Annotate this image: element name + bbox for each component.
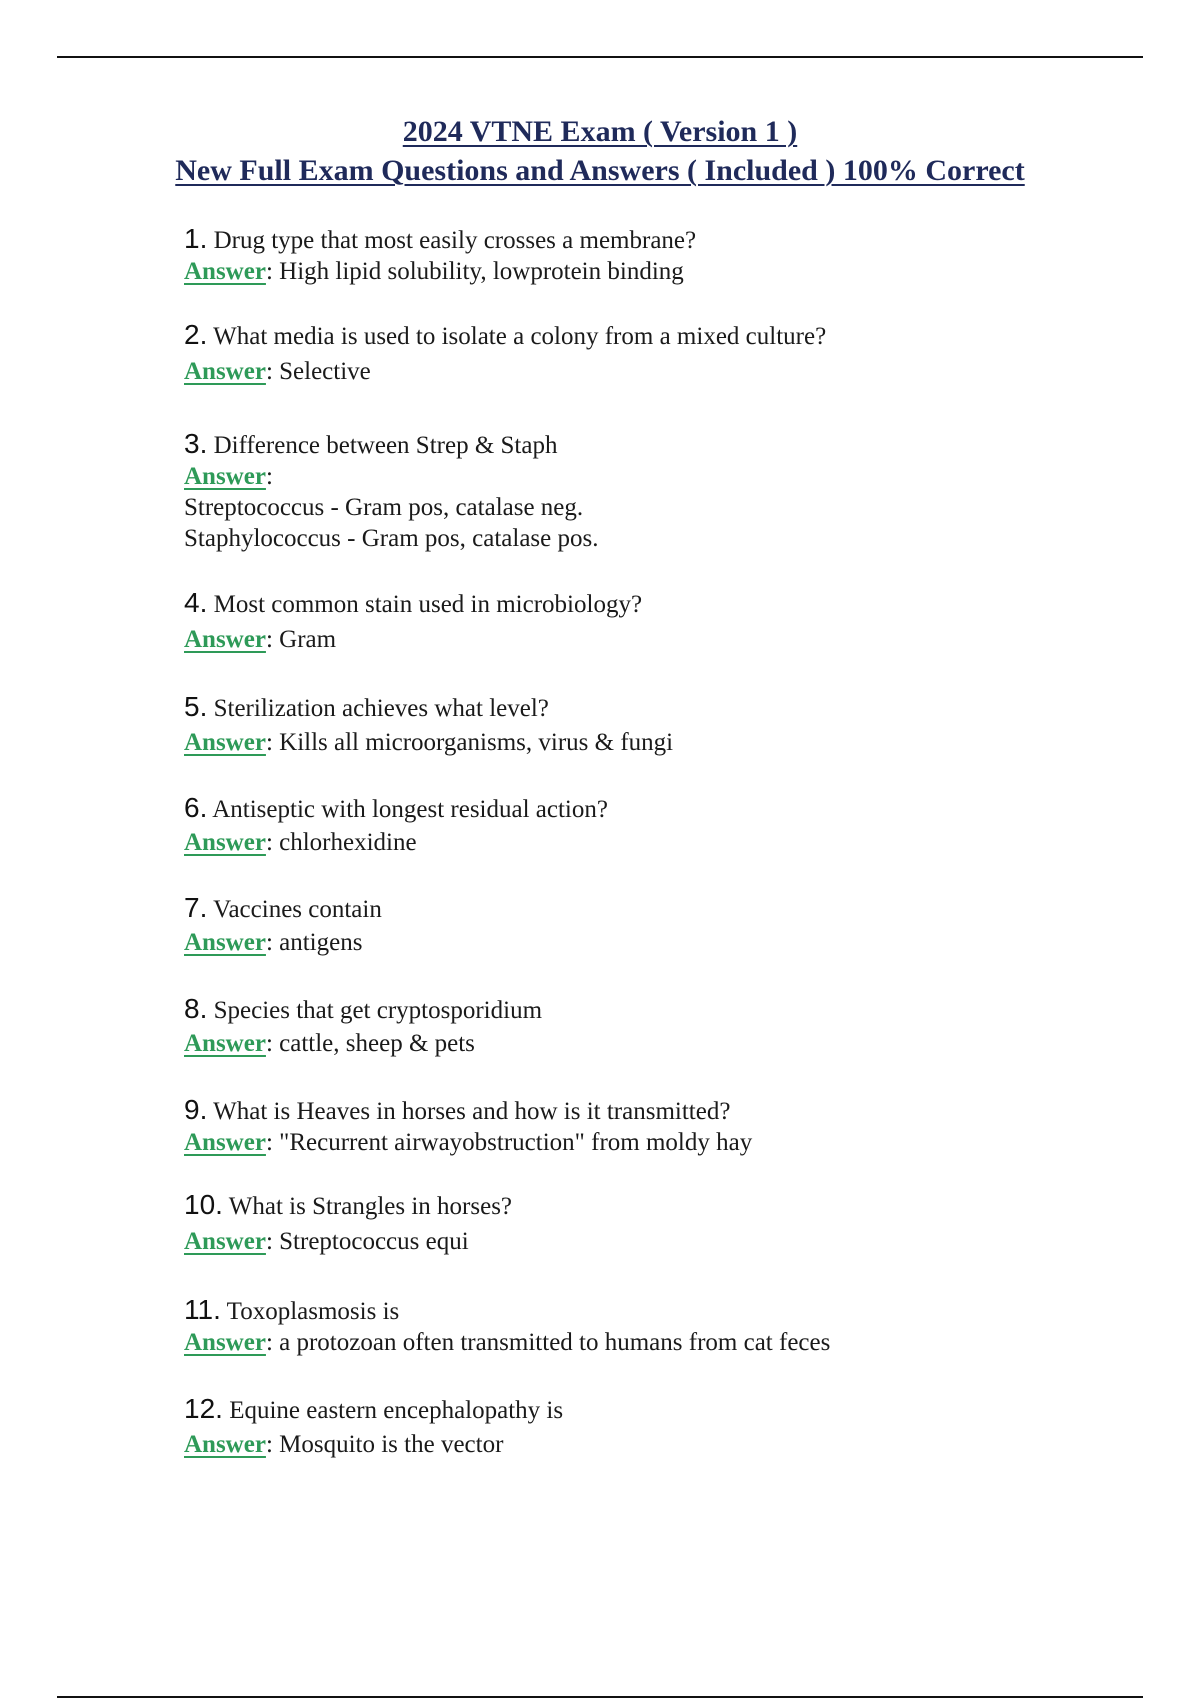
answer-label: Answer	[184, 1228, 266, 1255]
question-6: 6. Antiseptic with longest residual action?	[184, 792, 608, 823]
question-5: 5. Sterilization achieves what level?	[184, 691, 549, 722]
question-3: 3. Difference between Strep & Staph	[184, 428, 558, 459]
question-7: 7. Vaccines contain	[184, 892, 382, 923]
answer-label: Answer	[184, 1329, 266, 1356]
answer-label: Answer	[184, 1431, 266, 1458]
question-8: 8. Species that get cryptosporidium	[184, 993, 543, 1024]
answer-3: Answer:	[184, 463, 273, 490]
qa-item-4	[184, 588, 1144, 655]
qa-item-7	[184, 893, 1144, 958]
answer-label: Answer	[184, 258, 266, 285]
answer-10: Answer: Streptococcus equi	[184, 1228, 469, 1255]
answer-label: Answer	[184, 829, 266, 856]
title-line-1: 2024 VTNE Exam ( Version 1 )	[402, 115, 798, 148]
question-11: 11. Toxoplasmosis is	[184, 1294, 400, 1325]
answer-3-line-2: Staphylococcus - Gram pos, catalase pos.	[184, 525, 599, 552]
answer-3-line-1: Streptococcus - Gram pos, catalase neg.	[184, 494, 584, 521]
question-4: 4. Most common stain used in microbiology?	[184, 587, 643, 618]
question-10: 10. What is Strangles in horses?	[184, 1189, 513, 1220]
answer-label: Answer	[184, 929, 266, 956]
qa-item-9	[184, 1095, 1144, 1158]
answer-label: Answer	[184, 729, 266, 756]
qa-item-10	[184, 1190, 1144, 1257]
answer-8: Answer: cattle, sheep & pets	[184, 1030, 475, 1057]
question-12: 12. Equine eastern encephalopathy is	[184, 1393, 564, 1424]
answer-4: Answer: Gram	[184, 626, 337, 653]
answer-12: Answer: Mosquito is the vector	[184, 1431, 504, 1458]
document-title	[0, 112, 1200, 190]
question-2: 2. What media is used to isolate a colony from a mixed culture?	[184, 319, 827, 350]
answer-label: Answer	[184, 358, 266, 385]
answer-label: Answer	[184, 463, 266, 490]
qa-item-11	[184, 1295, 1144, 1358]
qa-item-3	[184, 429, 1144, 554]
answer-label: Answer	[184, 1129, 266, 1156]
answer-1: Answer: High lipid solubility, lowprotein binding	[184, 258, 684, 285]
title-line-2: New Full Exam Questions and Answers ( Included ) 100% Correct	[175, 154, 1025, 187]
answer-label: Answer	[184, 1030, 266, 1057]
answer-6: Answer: chlorhexidine	[184, 829, 417, 856]
bottom-rule	[57, 1696, 1143, 1698]
answer-7: Answer: antigens	[184, 929, 363, 956]
qa-item-6	[184, 793, 1144, 858]
answer-2: Answer: Selective	[184, 358, 371, 385]
top-rule	[57, 56, 1143, 58]
question-9: 9. What is Heaves in horses and how is it transmitted?	[184, 1094, 731, 1125]
qa-item-12	[184, 1394, 1144, 1460]
answer-5: Answer: Kills all microorganisms, virus & fungi	[184, 729, 674, 756]
answer-9: Answer: "Recurrent airwayobstruction" from moldy hay	[184, 1129, 753, 1156]
answer-label: Answer	[184, 626, 266, 653]
qa-item-8	[184, 994, 1144, 1059]
question-1: 1. Drug type that most easily crosses a membrane?	[184, 223, 697, 254]
qa-item-5	[184, 692, 1144, 758]
answer-11: Answer: a protozoan often transmitted to humans from cat feces	[184, 1329, 831, 1356]
qa-item-1	[184, 224, 1144, 287]
qa-item-2	[184, 320, 1144, 387]
